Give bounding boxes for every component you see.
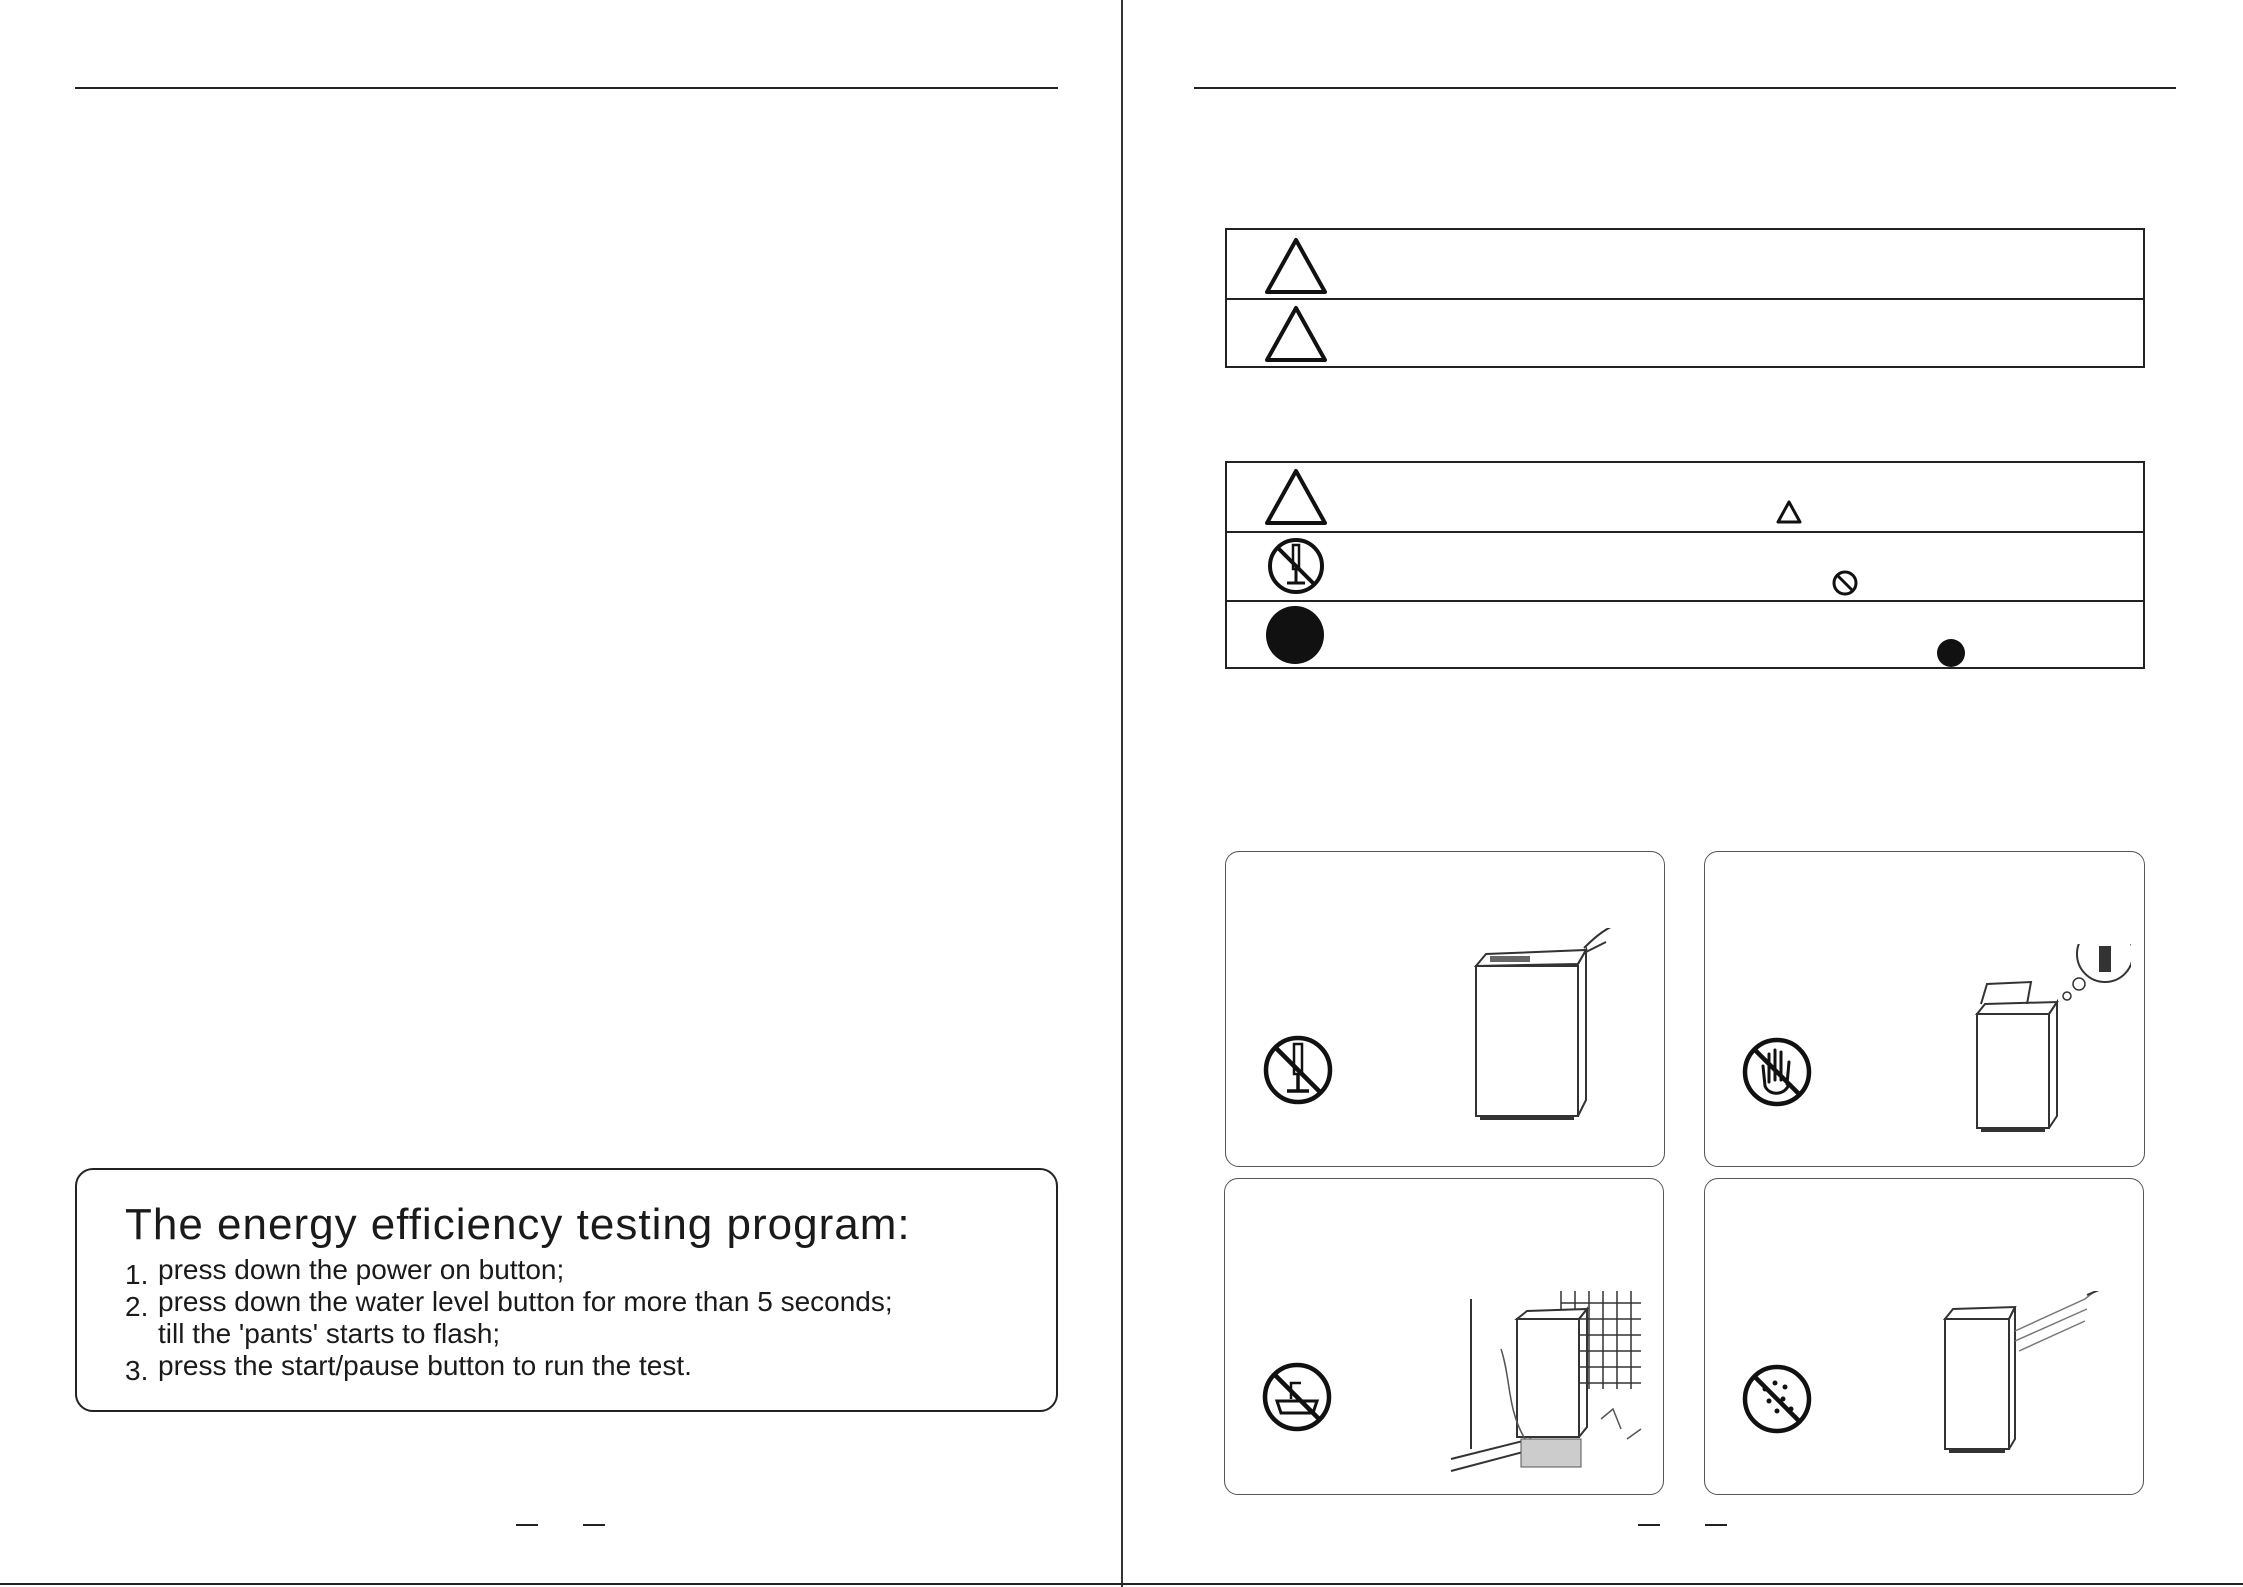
bathroom-machine-illustration — [1441, 1289, 1661, 1489]
signal-word-table — [1225, 228, 2145, 368]
symbol-meaning-table — [1225, 461, 2145, 669]
small-mandatory-dot-icon — [1936, 638, 1966, 668]
warning-triangle-icon — [1263, 236, 1329, 296]
step-number: 1. — [125, 1259, 149, 1290]
energy-step-2-continuation: till the 'pants' starts to flash; — [158, 1318, 501, 1349]
illustration-panel-no-humid — [1224, 1178, 1664, 1495]
step-text: press down the water level button for more than 5 seconds; — [158, 1286, 893, 1317]
step-text: press the start/pause button to run the test. — [158, 1350, 692, 1381]
right-header-rule — [1194, 87, 2176, 89]
symbol-row-prohibited — [1227, 531, 2143, 600]
washing-machine-illustration — [1466, 928, 1656, 1128]
left-page-number-dash — [583, 1524, 605, 1526]
energy-step-3 — [125, 1350, 692, 1386]
prohibition-hand-icon — [1741, 1036, 1813, 1108]
illustration-panel-no-touch — [1704, 851, 2145, 1167]
energy-step-2 — [125, 1286, 893, 1322]
illustration-panel-no-water-spray — [1704, 1178, 2144, 1495]
bottom-edge-rule — [0, 1583, 2243, 1585]
prohibition-bath-icon — [1261, 1361, 1333, 1433]
left-header-rule — [75, 87, 1058, 89]
right-page-number-dash — [1705, 1524, 1727, 1526]
prohibition-disassemble-icon — [1262, 1034, 1334, 1106]
left-page-number-dash — [516, 1524, 538, 1526]
right-page-number-dash — [1638, 1524, 1660, 1526]
prohibition-water-spray-icon — [1741, 1363, 1813, 1435]
warning-triangle-icon — [1263, 304, 1329, 364]
signal-row-caution — [1227, 298, 2143, 368]
step-number: 3. — [125, 1355, 149, 1386]
warning-triangle-icon — [1263, 467, 1329, 527]
small-prohibition-icon — [1831, 569, 1859, 597]
page-gutter-line — [1121, 0, 1123, 1587]
prohibition-disassemble-icon — [1266, 536, 1326, 596]
small-warning-triangle-icon — [1775, 499, 1803, 525]
symbol-row-warning — [1227, 463, 2143, 531]
energy-efficiency-program-box — [75, 1168, 1058, 1412]
water-spray-machine-illustration — [1935, 1291, 2135, 1481]
washing-machine-open-lid-illustration — [1931, 944, 2131, 1144]
energy-step-1 — [125, 1254, 565, 1290]
symbol-row-mandatory — [1227, 600, 2143, 669]
step-number: 2. — [125, 1291, 149, 1322]
signal-row-warning — [1227, 230, 2143, 299]
illustration-panel-no-disassemble — [1225, 851, 1665, 1167]
step-text: press down the power on button; — [158, 1254, 565, 1285]
mandatory-dot-icon — [1264, 604, 1326, 666]
energy-program-title: The energy efficiency testing program: — [125, 1200, 911, 1249]
